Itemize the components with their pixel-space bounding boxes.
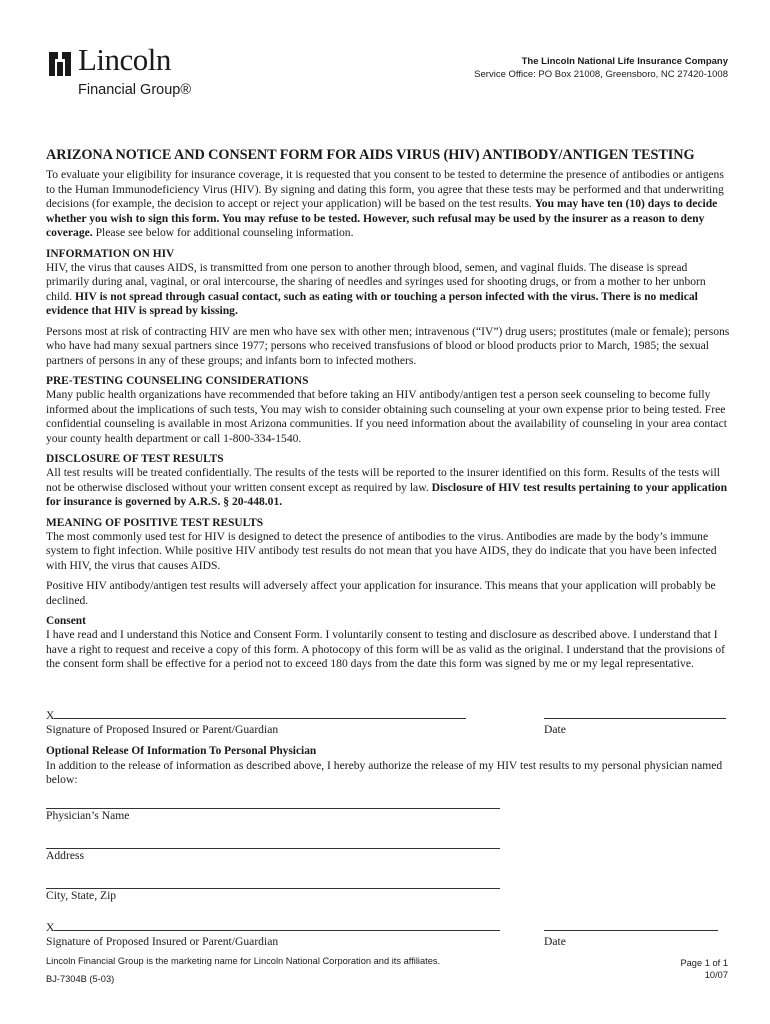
city-state-zip-label: City, State, Zip <box>46 889 117 902</box>
marketing-note: Lincoln Financial Group is the marketing name for Lincoln National Corporation and its affiliates. <box>46 956 441 966</box>
physician-name-field <box>46 798 500 823</box>
address-label: Address <box>46 849 84 862</box>
intro-paragraph: To evaluate your eligibility for insurance coverage, it is requested that you consent to be tested to determine the presence of antibodies or antigens to the Human Immunodeficiency Virus (HIV). By signing and dating this form, you agree that these tests may be performed and that underwriting decisions (for example, the decision to accept or reject your application) will be based on the test results. You may have ten (10) days to decide whether you wish to sign this form. You may refuse to be tested. However, such refusal may be used by the insurer as a reason to deny coverage. Please see below for additional counseling information. <box>46 168 724 239</box>
date-line[interactable] <box>544 920 718 931</box>
date-line[interactable] <box>544 708 726 719</box>
section-info-hiv <box>46 247 730 369</box>
company-name: The Lincoln National Life Insurance Company <box>521 56 728 67</box>
city-state-zip-line[interactable] <box>46 878 500 889</box>
signature-line[interactable] <box>54 708 466 719</box>
section-heading: DISCLOSURE OF TEST RESULTS <box>46 453 224 465</box>
signature-label: Signature of Proposed Insured or Parent/Guardian <box>46 935 279 948</box>
positive-paragraph: The most commonly used test for HIV is designed to detect the presence of antibodies to the virus. Antibodies are made by the body’s immune system to fight infection. While positive HIV antibody test results do not mean that you have AIDS, they do indicate that you have been infected with HIV, the virus that causes AIDS. <box>46 529 717 572</box>
risk-paragraph: Persons most at risk of contracting HIV are men who have sex with other men; intravenous (“IV”) drug users; prostitutes (male or female); persons who have had many sexual partners since 1977; persons who received transfusions of blood or blood products prior to March, 1985; the sexual partners of persons in any of these groups; and infants born to infected mothers. <box>46 324 730 367</box>
section-heading: Consent <box>46 615 86 627</box>
signature-label: Signature of Proposed Insured or Parent/Guardian <box>46 723 279 736</box>
positive-paragraph-2: Positive HIV antibody/antigen test results will adversely affect your application for insurance. This means that your application will probably be declined. <box>46 579 716 607</box>
page-number: Page 1 of 1 <box>680 958 728 968</box>
section-heading: PRE-TESTING COUNSELING CONSIDERATIONS <box>46 375 309 387</box>
section-heading: INFORMATION ON HIV <box>46 247 175 260</box>
info-hiv-paragraph: HIV, the virus that causes AIDS, is transmitted from one person to another through blood, semen, and vaginal fluids. The disease is spread primarily during anal, vaginal, or oral intercourse, the sharing of needles and syringes used for shooting drugs, or from a mother to her unborn child. HIV is not spread through casual contact, such as eating with or touching a person infected with the virus. There is no medical evidence that HIV is spread by kissing. <box>46 260 706 317</box>
logo-subtitle: Financial Group® <box>78 82 192 98</box>
lincoln-logo <box>46 42 216 106</box>
date-label: Date <box>544 723 566 736</box>
city-state-zip-field <box>46 878 500 903</box>
section-heading: MEANING OF POSITIVE TEST RESULTS <box>46 516 264 529</box>
address-line[interactable] <box>46 838 500 849</box>
form-title: ARIZONA NOTICE AND CONSENT FORM FOR AIDS VIRUS (HIV) ANTIBODY/ANTIGEN TESTING <box>46 147 695 163</box>
x-mark: X <box>46 709 55 722</box>
logo-wordmark: Lincoln <box>78 42 171 77</box>
section-consent <box>46 614 730 672</box>
form-id: BJ-7304B (5-03) <box>46 974 115 984</box>
footer-right <box>680 957 728 981</box>
signature-line[interactable] <box>54 920 500 931</box>
form-date: 10/07 <box>704 970 728 980</box>
section-positive <box>46 516 730 609</box>
footer-left <box>46 952 440 988</box>
optional-release <box>46 744 730 788</box>
form-body <box>46 168 730 678</box>
physician-name-label: Physician’s Name <box>46 809 130 822</box>
optional-heading: Optional Release Of Information To Personal Physician <box>46 745 317 757</box>
service-office: Service Office: PO Box 21008, Greensboro, NC 27420-1008 <box>474 69 728 80</box>
address-field <box>46 838 500 863</box>
consent-paragraph: I have read and I understand this Notice and Consent Form. I voluntarily consent to testing and disclosure as described above. I understand that I have a right to request and receive a copy of this form. A photocopy of this form will be as valid as the original. I understand that the provisions of the consent form shall be effective for a period not to exceed 180 days from the date this form was signed by me or my legal representative. <box>46 628 726 670</box>
physician-name-line[interactable] <box>46 798 500 809</box>
section-pretesting <box>46 374 730 446</box>
disclosure-paragraph: All test results will be treated confidentially. The results of the tests will be reported to the insurer identified on this form. Results of the tests will not be otherwise disclosed without your written consent except as required by law. Disclosure of HIV test results pertaining to your application for insurance is governed by A.R.S. § 20-448.01. <box>46 466 728 508</box>
date-label: Date <box>544 935 566 948</box>
company-info <box>474 55 728 81</box>
section-disclosure <box>46 452 730 510</box>
x-mark: X <box>46 921 55 934</box>
lincoln-emblem-icon <box>46 50 74 78</box>
pretesting-paragraph: Many public health organizations have recommended that before taking an HIV antibody/antigen test a person seek counseling to become fully informed about the implications of such tests, You may wish to consider obtaining such counseling at your own expense prior to being tested. Free confidential counseling is available in most Arizona communities. If you need information about the availability of counseling in your area contact your county health department or call 1-800-334-1540. <box>46 388 727 445</box>
optional-paragraph: In addition to the release of information as described above, I hereby authorize the release of my HIV test results to my personal physician named below: <box>46 758 723 786</box>
